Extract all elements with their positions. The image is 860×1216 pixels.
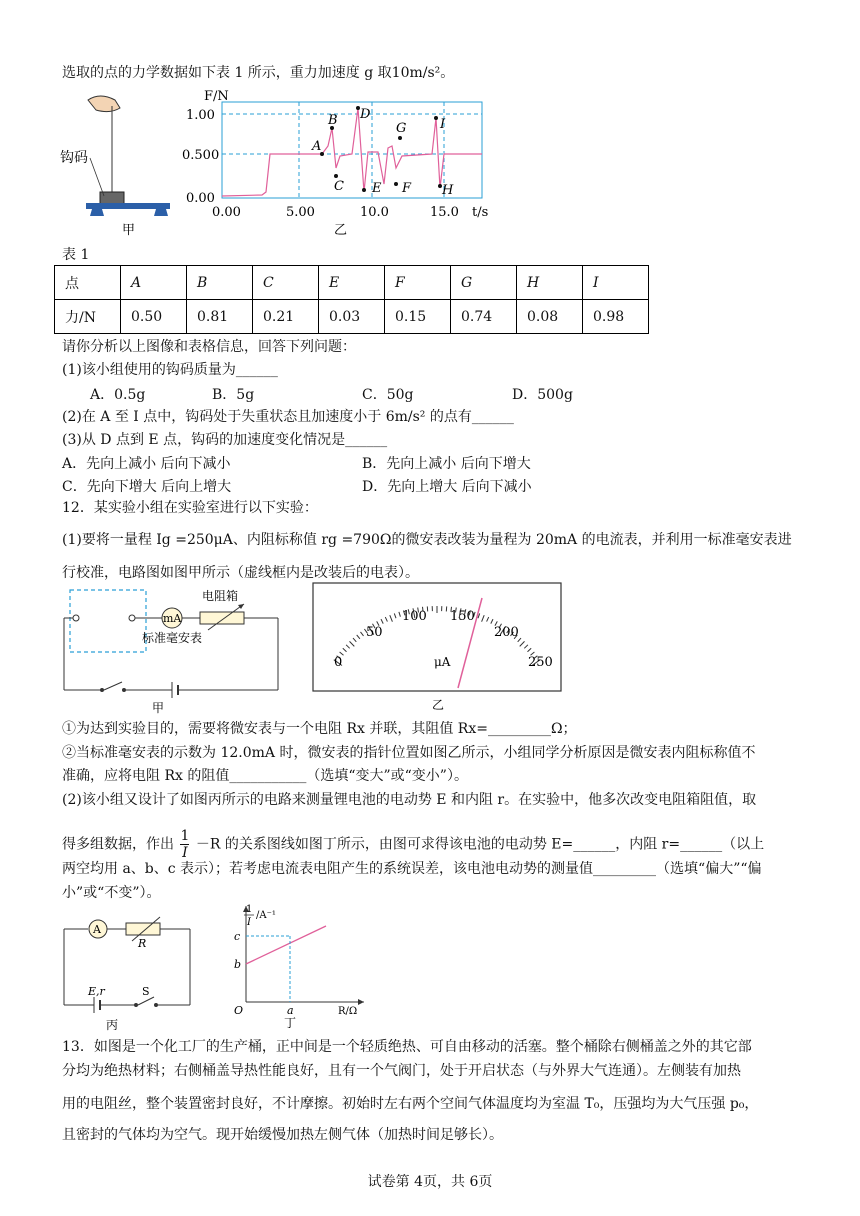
ding-c: c [234, 930, 241, 943]
q2-text-a: 得多组数据，作出 [62, 836, 174, 853]
question-intro: 请你分析以上图像和表格信息，回答下列问题： [62, 339, 356, 355]
circuit-jia [60, 584, 290, 714]
problem-12-q2-line3: 两空均用 a、b、c 表示）；若考虑电流表电阻产生的系统误差，该电池电动势的测量值_________（选填“偏大”“偏 [62, 861, 762, 877]
q1-option-c: C．50g [362, 387, 414, 403]
fraction [180, 828, 189, 861]
q1-option-d: D．500g [512, 387, 573, 403]
ding-a: a [287, 1004, 294, 1017]
battery-label: E,r [88, 985, 105, 998]
question-1: (1)该小组使用的钩码质量为______ [62, 362, 278, 378]
ding-caption: 丁 [284, 1016, 297, 1030]
dial-label-250: 250 [528, 655, 553, 670]
table-cell: A [121, 266, 187, 300]
table-cell: 0.74 [451, 300, 517, 334]
problem-12-title: 12．某实验小组在实验室进行以下实验： [62, 500, 318, 516]
svg-text:D: D [360, 107, 371, 122]
problem-13-line3: 用的电阻丝，整个装置密封良好，不计摩擦。初始时左右两个空间气体温度均为室温 T₀，压强均为大气压强 p₀， [62, 1096, 759, 1112]
svg-text:E: E [372, 181, 382, 196]
q1-option-a: A．0.5g [90, 387, 146, 403]
problem-12-sub1: ①为达到实验目的，需要将微安表与一个电阻 Rx 并联，其阻值 Rx=_________Ω； [62, 721, 577, 737]
problem-13-line2: 分均为绝热材料；右侧桶盖导热性能良好，且有一个气阀门，处于开启状态（与外界大气连通）。左侧装有加热 [62, 1063, 741, 1079]
dial-label-150: 150 [450, 609, 475, 624]
table-cell: 0.98 [583, 300, 649, 334]
ma-meter-label: mA [163, 612, 182, 625]
ammeter-label: A [93, 923, 101, 936]
table-cell: 点 [55, 266, 121, 300]
table-row [55, 266, 649, 300]
problem-12-sub2-line2: 准确，应将电阻 Rx 的阻值___________（选填“变大”或“变小”）。 [62, 768, 468, 784]
resistor-box-label: 电阻箱 [202, 589, 239, 603]
q1-option-b: B．5g [212, 387, 255, 403]
table-cell: B [187, 266, 253, 300]
table-cell: E [319, 266, 385, 300]
fraction-den: I [182, 845, 188, 861]
graph-caption: 乙 [334, 223, 348, 238]
q2-text-b: －R 的关系图线如图丁所示，由图可求得该电池的电动势 E=______，内阻 r=______（以上 [195, 836, 765, 853]
standard-meter-label: 标准毫安表 [142, 631, 203, 645]
table-cell: G [451, 266, 517, 300]
svg-text:B: B [328, 113, 338, 128]
svg-text:F: F [402, 181, 412, 196]
svg-text:G: G [396, 121, 407, 136]
dial-caption: 乙 [432, 698, 445, 712]
graph-x-tick-15: 15.0 [430, 205, 459, 220]
problem-13-line1: 13．如图是一个化工厂的生产桶，正中间是一个轻质绝热、可自由移动的活塞。整个桶除右侧桶盖之外的其它部 [62, 1039, 752, 1055]
circuit-bing [60, 915, 200, 1035]
graph-x-axis-label: t/s [472, 205, 489, 220]
dial-label-0: 0 [334, 655, 343, 670]
table-cell: 0.21 [253, 300, 319, 334]
ding-origin: O [234, 1004, 244, 1017]
jia-weight-label: 钩码 [60, 150, 88, 166]
graph-x-tick-10: 10.0 [360, 205, 389, 220]
jia-caption: 甲 [122, 223, 136, 238]
table-cell: 0.08 [517, 300, 583, 334]
circuit-bing-caption: 丙 [106, 1018, 119, 1032]
problem-12-q1-line1: (1)要将一量程 Ig =250μA、内阻标称值 rg =790Ω的微安表改装为量程为 20mA 的电流表，并利用一标准毫安表进 [62, 532, 792, 548]
problem-12-q2-line2 [62, 828, 764, 861]
graph-x-tick-5: 5.00 [286, 205, 315, 220]
q3-option-d: D．先向上增大 后向下减小 [362, 479, 532, 495]
table-cell: I [583, 266, 649, 300]
switch-label: S [142, 985, 150, 998]
graph-ding [226, 898, 376, 1030]
graph-x-tick-0: 0.00 [212, 205, 241, 220]
q3-option-a: A．先向上减小 后向下减小 [62, 456, 231, 472]
fraction-num: 1 [180, 828, 190, 844]
q3-option-c: C．先向下增大 后向上增大 [62, 479, 232, 495]
table-cell: 力/N [55, 300, 121, 334]
svg-text:C: C [334, 179, 344, 194]
resistor-label: R [138, 937, 147, 950]
ding-y-label: /A⁻¹ [256, 910, 276, 921]
dial-label-100: 100 [402, 609, 427, 624]
problem-13-line4: 且密封的气体均为空气。现开始缓慢加热左侧气体（加热时间足够长）。 [62, 1127, 503, 1143]
ding-y-den: I [247, 917, 251, 928]
graph-y-tick-05: 0.500 [182, 148, 220, 163]
table-caption: 表 1 [62, 247, 90, 263]
question-3: (3)从 D 点到 E 点，钩码的加速度变化情况是______ [62, 432, 388, 448]
svg-text:H: H [442, 183, 454, 198]
q3-option-b: B．先向上减小 后向下增大 [362, 456, 531, 472]
problem-12-q1-line2: 行校准，电路图如图甲所示（虚线框内是改装后的电表）。 [62, 565, 419, 581]
question-2: (2)在 A 至 I 点中，钩码处于失重状态且加速度小于 6m/s² 的点有______ [62, 409, 514, 425]
table-cell: H [517, 266, 583, 300]
problem-12-q2-line4: 小”或“不变”）。 [62, 885, 161, 901]
ding-y-num: 1 [246, 904, 253, 915]
intro-text: 选取的点的力学数据如下表 1 所示，重力加速度 g 取10m/s²。 [62, 65, 455, 81]
page-footer: 试卷第 4页，共 6页 [367, 1174, 493, 1190]
svg-text:I: I [440, 117, 446, 132]
ding-x-label: R/Ω [338, 1006, 358, 1017]
table-cell: F [385, 266, 451, 300]
problem-12-q2-line1: (2)该小组又设计了如图丙所示的电路来测量锂电池的电动势 E 和内阻 r。在实验中，他多次改变电阻箱阻值，取 [62, 792, 757, 808]
figure-jia [60, 92, 180, 242]
table-cell: 0.03 [319, 300, 385, 334]
dial-label-200: 200 [494, 625, 519, 640]
dial-unit: μA [434, 655, 451, 669]
table-cell: 0.50 [121, 300, 187, 334]
data-table [54, 265, 649, 334]
table-cell: 0.81 [187, 300, 253, 334]
problem-12-sub2-line1: ②当标准毫安表的示数为 12.0mA 时，微安表的指针位置如图乙所示，小组同学分析原因是微安表内阻标称值不 [62, 745, 756, 761]
table-row [55, 300, 649, 334]
circuit-jia-caption: 甲 [152, 701, 165, 714]
graph-y-tick-0: 0.00 [186, 191, 215, 206]
ding-b: b [234, 958, 242, 971]
table-cell: C [253, 266, 319, 300]
microammeter-dial [312, 582, 562, 712]
force-time-graph [182, 88, 502, 238]
graph-y-tick-1: 1.00 [186, 108, 215, 123]
table-cell: 0.15 [385, 300, 451, 334]
svg-text:A: A [312, 139, 322, 154]
dial-label-50: 50 [366, 625, 383, 640]
graph-y-axis-label: F/N [204, 89, 229, 104]
